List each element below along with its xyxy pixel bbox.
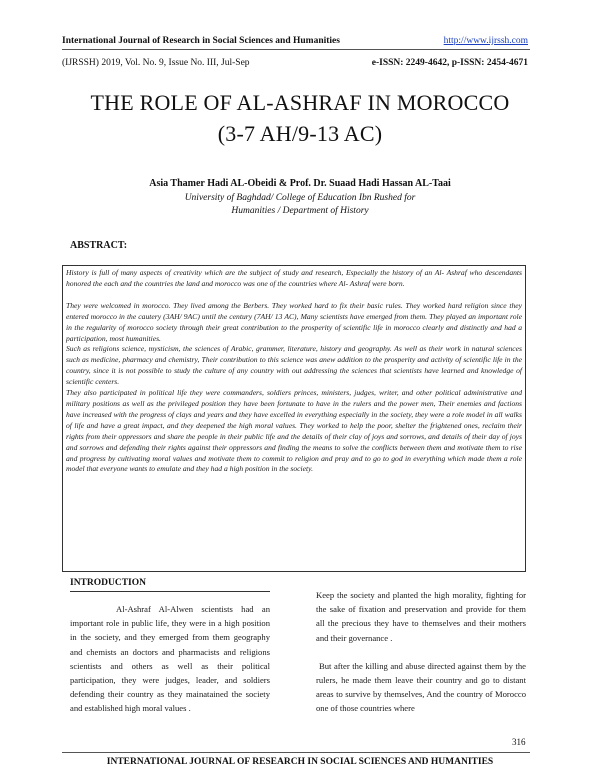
body-column-right bbox=[316, 588, 526, 716]
abstract-paragraph-3: Such as religions science, mysticism, the sciences of Arabic, grammer, literature, history and geography. As well as their work in natural sciences such as medicine, pharmacy and chemistry, Their contribution to this science was anew addition to the prosperity and activity of scientific life in the country, since it is not possible to study the culture of any country with out addressing the sciences that scientists have learned and knowledge of scientific centers. bbox=[66, 344, 522, 387]
title-line-1: THE ROLE OF AL-ASHRAF IN MOROCCO bbox=[90, 90, 510, 115]
footer-divider bbox=[62, 752, 530, 753]
journal-name: International Journal of Research in Social Sciences and Humanities bbox=[62, 36, 340, 46]
abstract-paragraph-4: They also participated in political life they were commanders, soldiers princes, ministers, judges, writer, and other political administrative and military positions as well as the privileged position they have been fortunate to have in the rulers and the power men, Their enemies and factions have increased with the progress of clays and years and they have excelled in everything especially in the society, they were a role model in all walks of life and have a great impact, and they deepened the high moral values. They worked to help the poor, shelter the frightened ones, reclaim their rights from their oppressors and share the people in their public life and the details of their clay of joys and sorrows, and details of their day of joys and sorrows and defending their rights against their oppressors and finding the means to solve the conflicts between them and motivate them to rise and progress by cultivating moral values and motivate them to commit to religion and pray and to go to god in everything which made them a role model that everyone wants to emulate and they had a high position in the society. bbox=[66, 388, 522, 474]
issn-info: e-ISSN: 2249-4642, p-ISSN: 2454-4671 bbox=[371, 58, 528, 68]
citation-info: (IJRSSH) 2019, Vol. No. 9, Issue No. III, Jul-Sep bbox=[62, 58, 250, 68]
author-affiliation bbox=[60, 192, 540, 218]
footer-journal-title: INTERNATIONAL JOURNAL OF RESEARCH IN SOCIAL SCIENCES AND HUMANITIES bbox=[106, 757, 494, 767]
affiliation-line-1: University of Baghdad/ College of Education Ibn Rushed for bbox=[184, 193, 416, 203]
abstract-paragraph-1: History is full of many aspects of creativity which are the subject of study and research, Especially the history of an Al- Ashraf who descendants honored the each and the countries the land and morocco was one of the countries where Al- Ashraf were born. bbox=[66, 268, 522, 288]
title-line-2: (3-7 AH/9-13 AC) bbox=[217, 121, 383, 146]
author-names: Asia Thamer Hadi AL-Obeidi & Prof. Dr. Suaad Hadi Hassan AL-Taai bbox=[149, 178, 451, 189]
intro-paragraph-1: Al-Ashraf Al-Alwen scientists had an important role in public life, they were in a high position in the society, and they emerged from them geography and chemists an doctors and pharmacists and religions scientists and others as well as their political participation, they were judges, leader, and soldiers defending their country as they mainatained the society and established high moral values . bbox=[70, 604, 270, 714]
introduction-divider bbox=[70, 591, 270, 592]
body-column-left bbox=[70, 602, 270, 716]
abstract-paragraph-2: They were welcomed in morocco. They lived among the Berbers. They worked hard to fix their basic rules. They worked hard religion since they entered morocco in the cautery (3AH/ 9AC) until the century (7AH/ 13 AC), Many scientists have emerged from them. They played an important role in the regularity of morocco society through their great contribution to the prosperity of scientific life in morocco clearly and distinctly and had a participation, most humanities. bbox=[66, 300, 522, 343]
paper-title bbox=[60, 87, 540, 149]
header-divider bbox=[62, 49, 530, 50]
abstract-box bbox=[62, 265, 526, 572]
intro-paragraph-2: Keep the society and planted the high morality, fighting for the sake of fixation and preservation and provide for them all the precious they have to themselves and their mothers and their governance . bbox=[316, 590, 526, 643]
introduction-heading: INTRODUCTION bbox=[70, 578, 147, 588]
affiliation-line-2: Humanities / Department of History bbox=[231, 206, 369, 216]
page-number: 316 bbox=[512, 737, 526, 747]
abstract-heading: ABSTRACT: bbox=[70, 240, 128, 251]
journal-url-link[interactable]: http://www.ijrssh.com bbox=[443, 36, 528, 46]
intro-paragraph-3: But after the killing and abuse directed against them by the rulers, he made them leave their country and go to distant areas to survive by themselves, And the country of Morocco one of those countries where bbox=[316, 660, 526, 714]
